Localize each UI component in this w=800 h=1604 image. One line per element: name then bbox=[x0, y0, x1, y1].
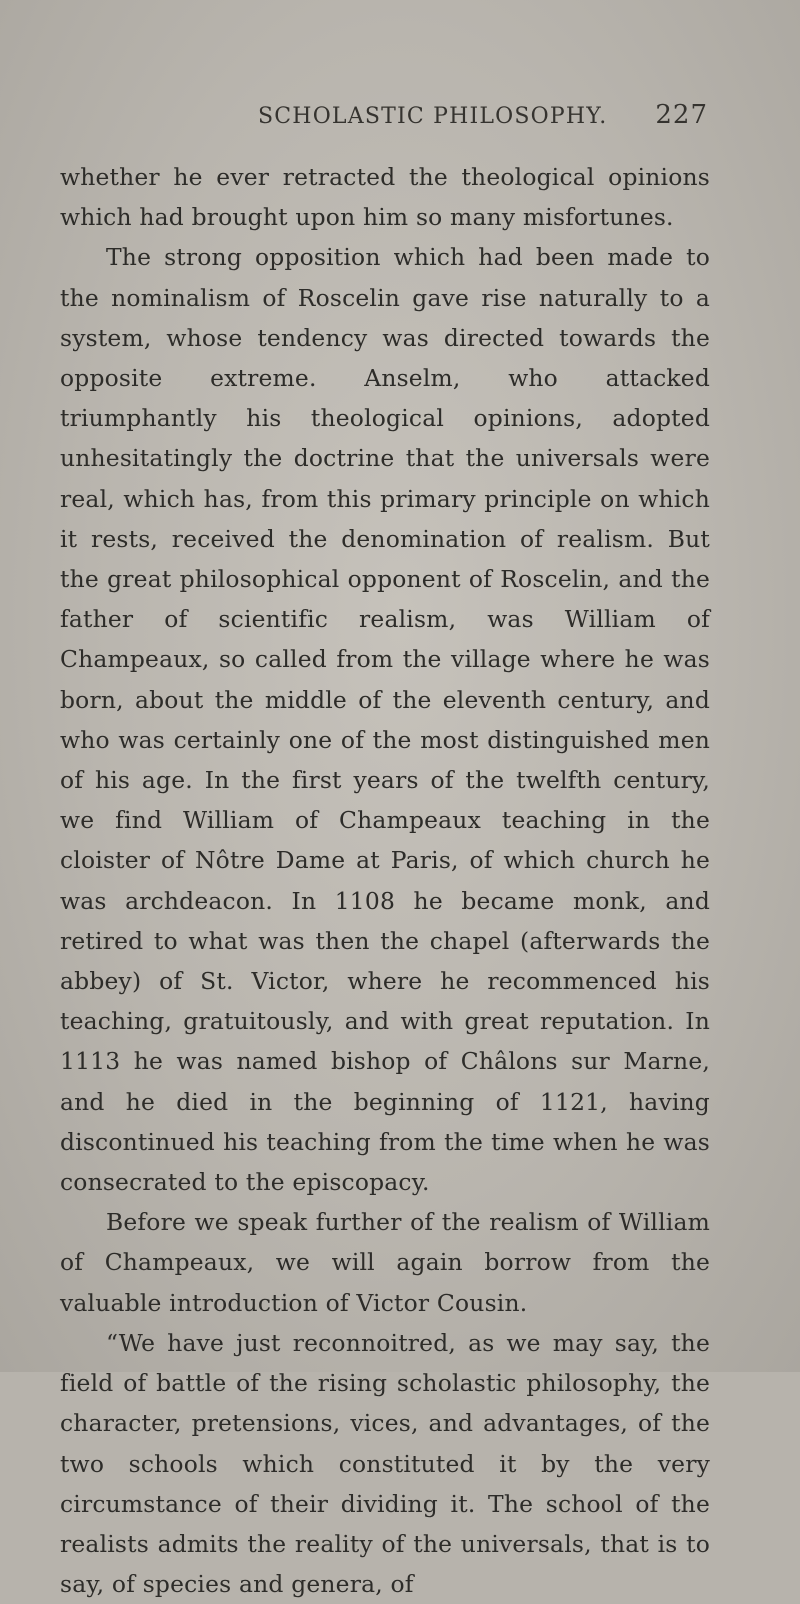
paragraph-quotation: “We have just reconnoitred, as we may say, the field of battle of the rising scholastic philosophy, the character, pretensions, vices, and advantages, of the two schools which constituted it by the very circumstance of their dividing it. The school of the realists admits the reality of the universals, that is to say, of species and genera, of bbox=[60, 1328, 710, 1599]
paragraph-cousin-intro: Before we speak further of the realism of William of Champeaux, we will again borrow from the valuable introduction of Victor Cousin. bbox=[60, 1208, 710, 1317]
body-text bbox=[60, 157, 710, 1604]
paragraph-continuation: whether he ever retracted the theological opinions which had brought upon him so many misfortunes. bbox=[60, 163, 710, 232]
page-number: 227 bbox=[655, 100, 708, 130]
running-head bbox=[258, 100, 708, 130]
paragraph-realism-origins: The strong opposition which had been made to the nominalism of Roscelin gave rise naturally to a system, whose tendency was directed towards the opposite extreme. Anselm, who attacked triumphantly his theological opinions, adopted unhesitatingly the doctrine that the universals were real, which has, from this primary principle on which it rests, received the denomination of realism. But the great philosophical opponent of Roscelin, and the father of scientific realism, was William of Champeaux, so called from the village where he was born, about the middle of the eleventh century, and who was certainly one of the most distinguished men of his age. In the first years of the twelfth century, we find William of Champeaux teaching in the cloister of Nôtre Dame at Paris, of which church he was archdeacon. In 1108 he became monk, and retired to what was then the chapel (afterwards the abbey) of St. Victor, where he recommenced his teaching, gratuitously, and with great reputation. In 1113 he was named bishop of Châlons sur Marne, and he died in the beginning of 1121, having discontinued his teaching from the time when he was consecrated to the episcopacy. bbox=[60, 243, 710, 1197]
running-head-title: SCHOLASTIC PHILOSOPHY. bbox=[258, 104, 608, 129]
